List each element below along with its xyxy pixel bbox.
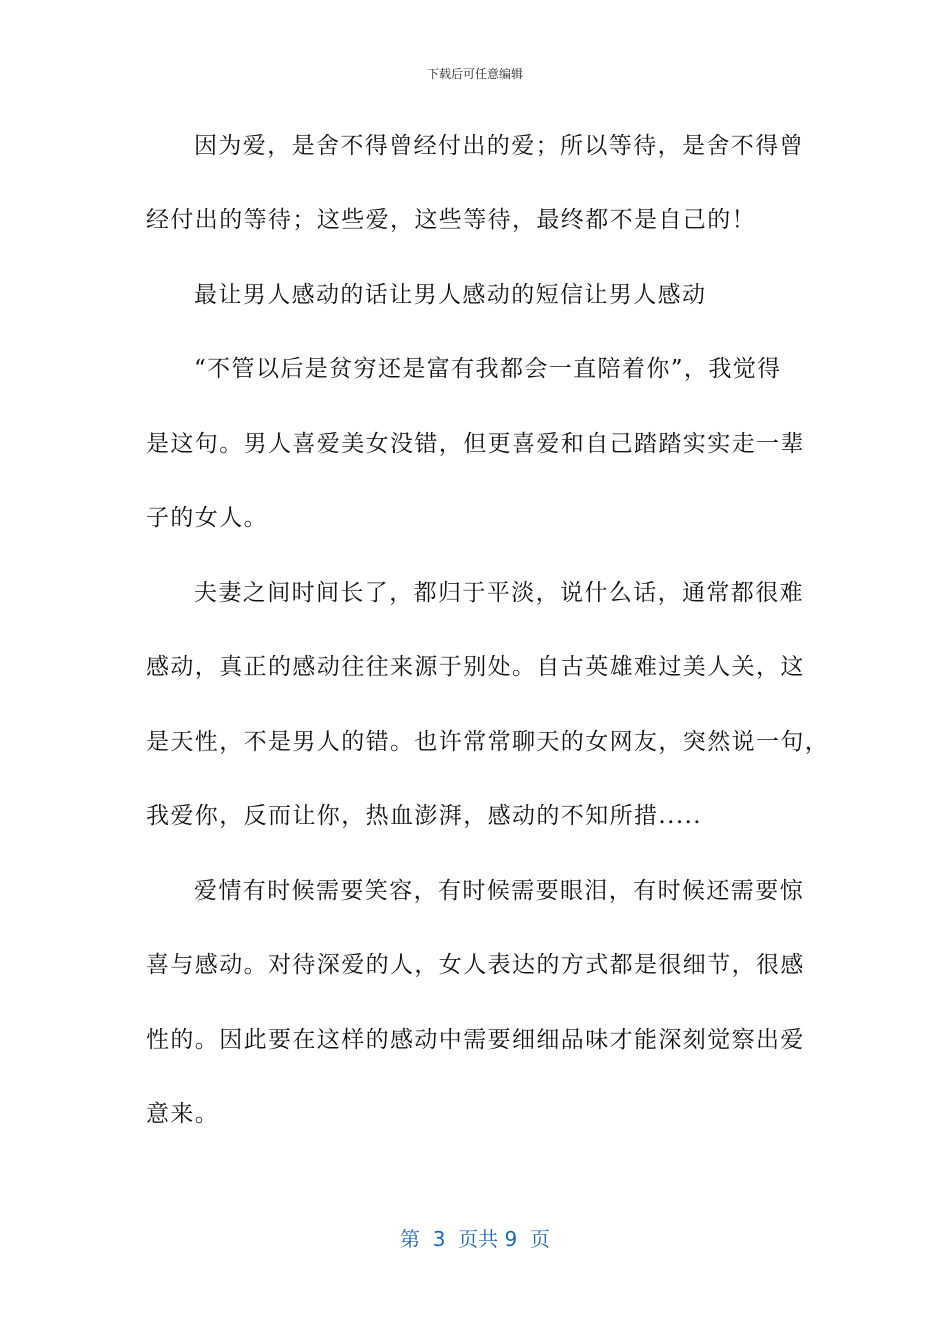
paragraph-line: 我爱你，反而让你，热血澎湃，感动的不知所措..... bbox=[146, 803, 702, 829]
page-number-footer: 第 3 页共 9 页 bbox=[400, 1227, 550, 1251]
paragraph-line: 因为爱，是舍不得曾经付出的爱；所以等待，是舍不得曾 bbox=[194, 133, 804, 159]
paragraph-line: 性的。因此要在这样的感动中需要细细品味才能深刻觉察出爱 bbox=[146, 1027, 805, 1053]
paragraph-line: “不管以后是贫穷还是富有我都会一直陪着你”，我觉得 bbox=[194, 356, 782, 382]
paragraph-line: 夫妻之间时间长了，都归于平淡，说什么话，通常都很难 bbox=[194, 580, 804, 606]
paragraph-line: 感动，真正的感动往往来源于别处。自古英雄难过美人关，这 bbox=[146, 654, 805, 680]
paragraph-line: 喜与感动。对待深爱的人，女人表达的方式都是很细节，很感 bbox=[146, 952, 805, 978]
paragraph-line: 经付出的等待；这些爱，这些等待，最终都不是自己的！ bbox=[146, 207, 756, 233]
paragraph-line: 子的女人。 bbox=[146, 505, 268, 531]
paragraph-line: 是这句。男人喜爱美女没错，但更喜爱和自己踏踏实实走一辈 bbox=[146, 431, 805, 457]
paragraph-line: 爱情有时候需要笑容，有时候需要眼泪，有时候还需要惊 bbox=[194, 878, 804, 904]
paragraph-line: 最让男人感动的话让男人感动的短信让男人感动 bbox=[194, 282, 707, 308]
paragraph-line: 意来。 bbox=[146, 1101, 220, 1127]
page-header-note: 下载后可任意编辑 bbox=[426, 67, 523, 81]
paragraph-line: 是天性，不是男人的错。也许常常聊天的女网友，突然说一句， bbox=[146, 729, 830, 755]
